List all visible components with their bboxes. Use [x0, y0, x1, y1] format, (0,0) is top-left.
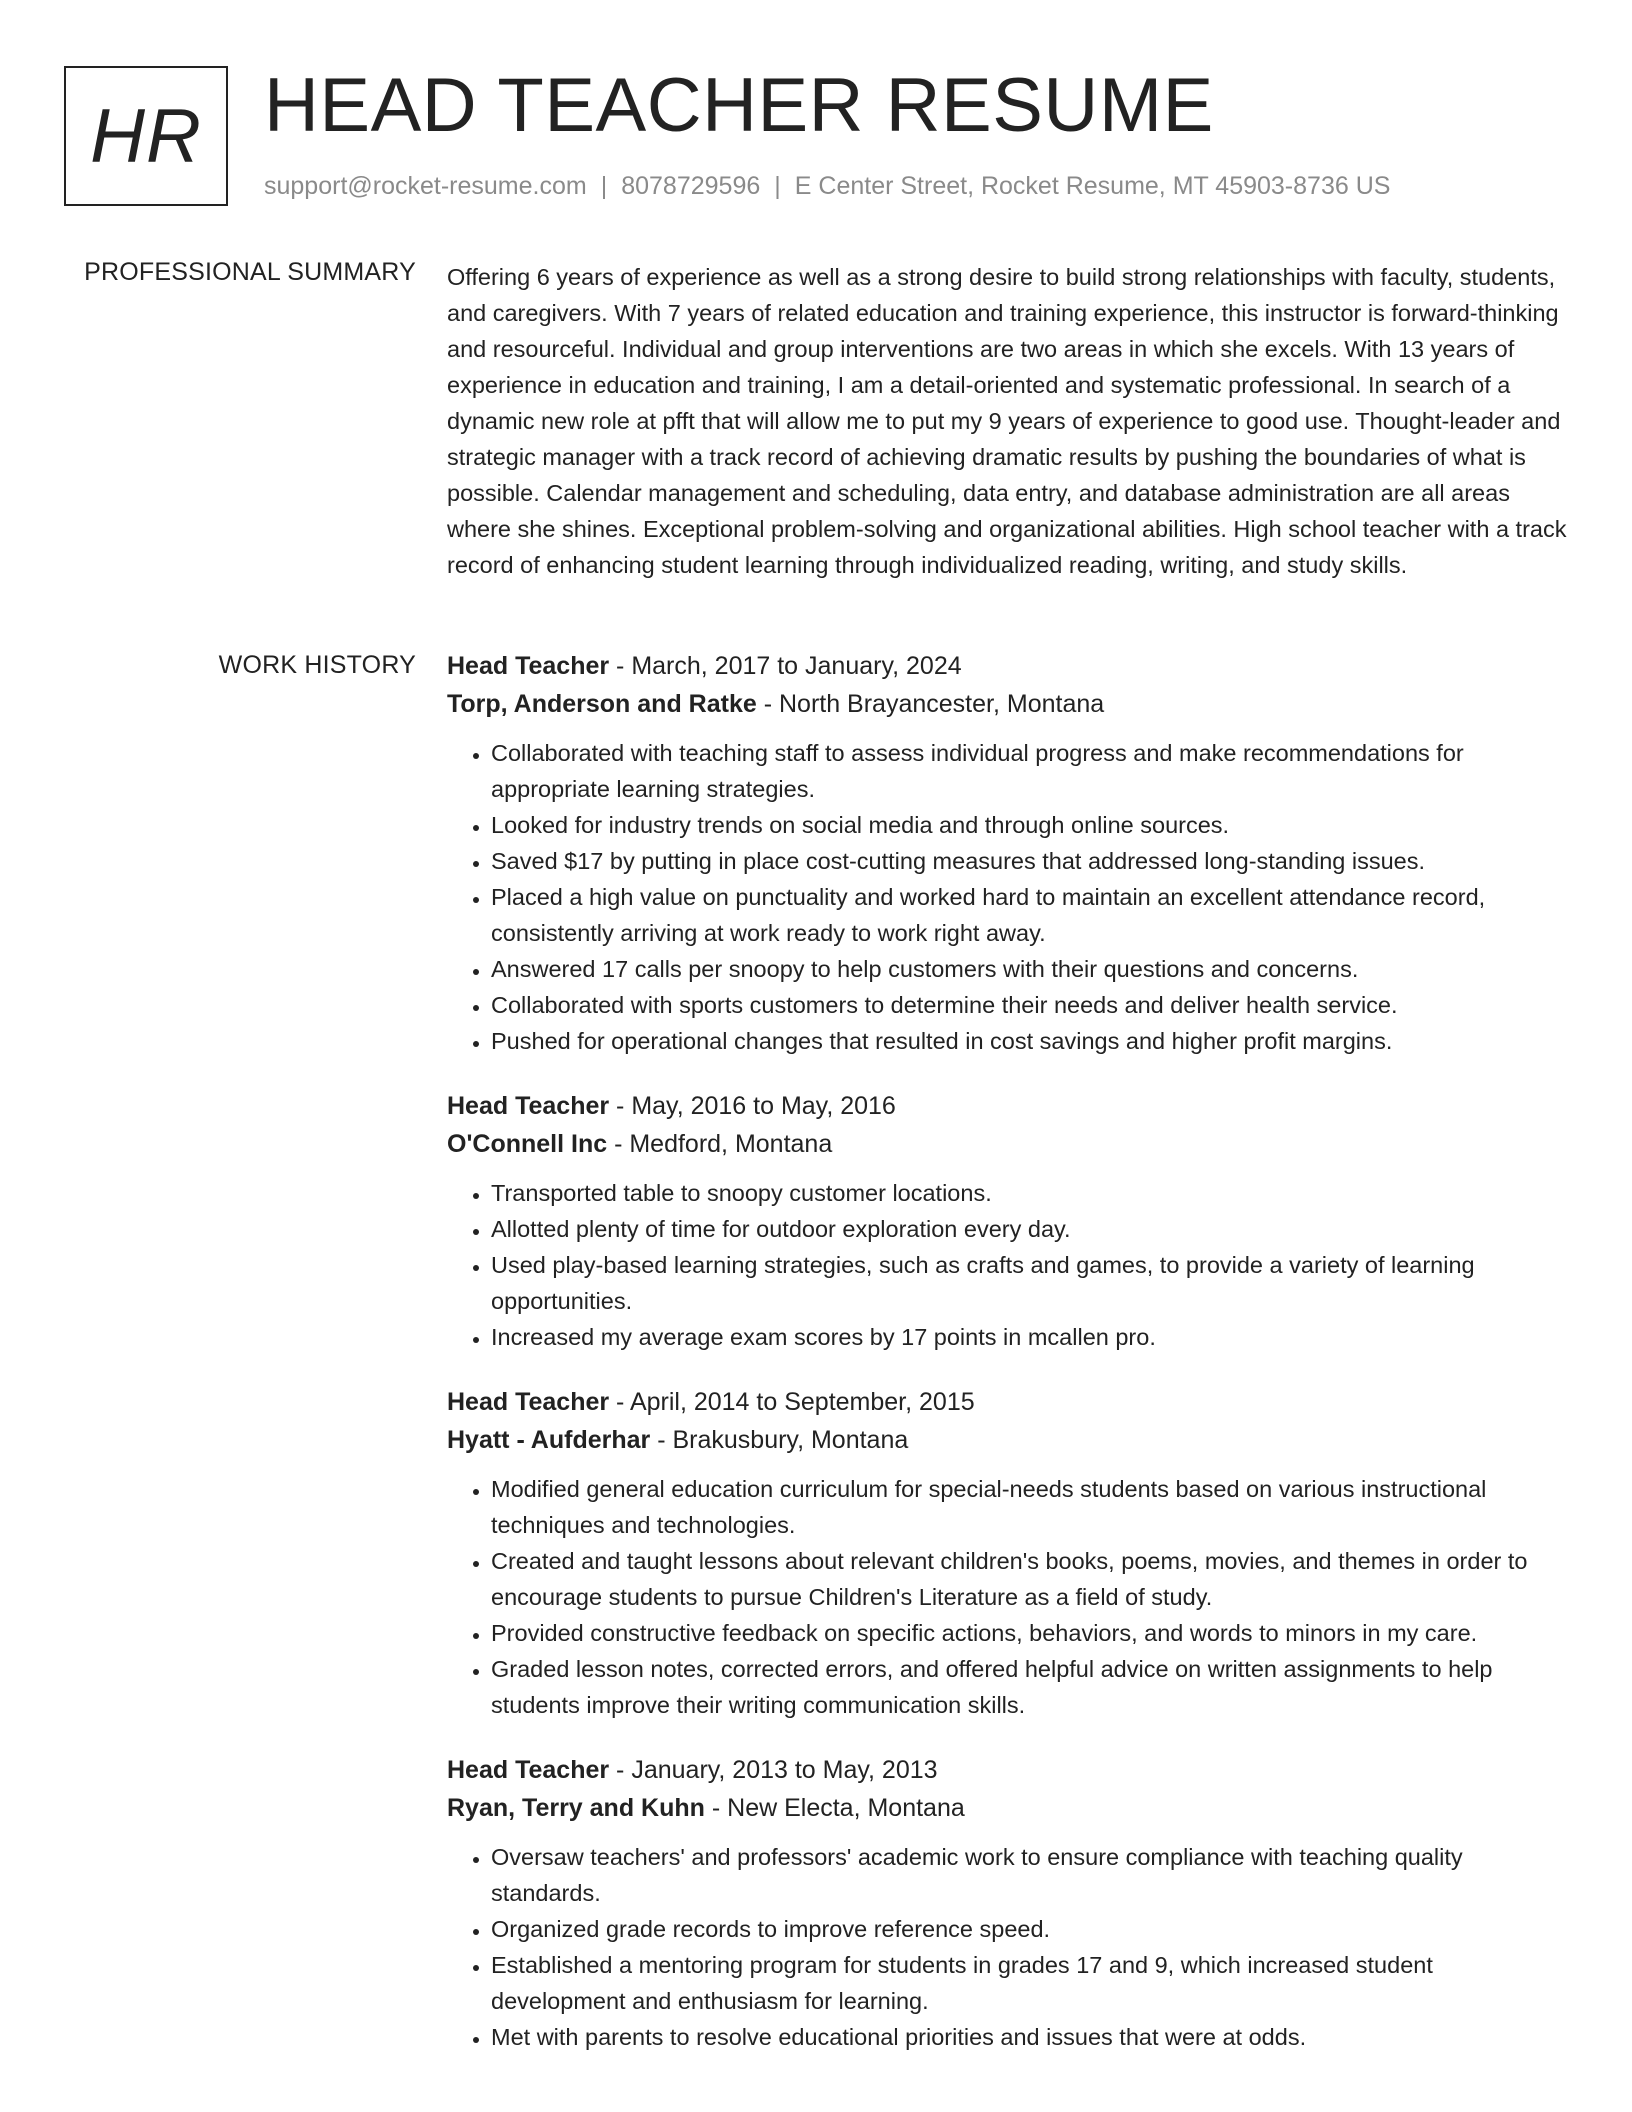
job-bullet: • Collaborated with teaching staff to assess individual progress and make recommendations for appropriate learning strategies. — [491, 735, 1572, 807]
section-label: PROFESSIONAL SUMMARY — [84, 258, 416, 286]
summary-text: Offering 6 years of experience as well as a strong desire to build strong relationships with faculty, students, and caregivers. With 7 years of related education and training experience, this instructor is forward-thinking and resourceful. Individual and group interventions are two areas in which she excels. With 13 years of experience in education and training, I am a detail-oriented and systematic professional. In search of a dynamic new role at pfft that will allow me to put my 9 years of experience to good use. Thought-leader and strategic manager with a track record of achieving dramatic results by pushing the boundaries of what is possible. Calendar management and scheduling, data entry, and database administration are all areas where she shines. Exceptional problem-solving and organizational abilities. High school teacher with a track record of enhancing student learning through individualized reading, writing, and study skills. — [447, 264, 1567, 578]
job-dates: - May, 2016 to May, 2016 — [609, 1092, 896, 1120]
job-dates: - April, 2014 to September, 2015 — [609, 1388, 975, 1416]
contact-separator: | — [600, 172, 608, 200]
job-bullet: • Placed a high value on punctuality and worked hard to maintain an excellent attendance record, consistently arriving at work ready to work right away. — [491, 879, 1572, 951]
job-entry — [447, 1087, 1572, 1355]
job-bullet: • Looked for industry trends on social media and through online sources. — [491, 807, 1572, 843]
job-location: - North Brayancester, Montana — [756, 690, 1105, 718]
resume-title: HEAD TEACHER RESUME — [264, 63, 1214, 148]
job-title-line — [447, 647, 1572, 685]
job-bullet: • Collaborated with sports customers to determine their needs and deliver health service. — [491, 987, 1572, 1023]
section-body — [447, 259, 1572, 583]
job-bullet: • Graded lesson notes, corrected errors, and offered helpful advice on written assignments to help students improve their writing communication skills. — [491, 1651, 1572, 1723]
job-bullets — [447, 735, 1572, 1059]
job-title: Head Teacher — [447, 1092, 610, 1120]
job-title-line — [447, 1383, 1572, 1421]
job-company: Ryan, Terry and Kuhn — [447, 1794, 705, 1822]
job-bullets — [447, 1839, 1572, 2055]
job-title: Head Teacher — [447, 1388, 610, 1416]
contact-line — [264, 172, 1390, 201]
job-bullet: • Established a mentoring program for students in grades 17 and 9, which increased student development and enthusiasm for learning. — [491, 1947, 1572, 2019]
job-dates: - January, 2013 to May, 2013 — [609, 1756, 938, 1784]
job-location: - Brakusbury, Montana — [650, 1426, 909, 1454]
job-bullet: • Used play-based learning strategies, such as crafts and games, to provide a variety of learning opportunities. — [491, 1247, 1572, 1319]
job-bullet: • Increased my average exam scores by 17 points in mcallen pro. — [491, 1319, 1572, 1355]
job-dates: - March, 2017 to January, 2024 — [609, 652, 962, 680]
job-bullet: • Organized grade records to improve reference speed. — [491, 1911, 1572, 1947]
job-company-line — [447, 1789, 1572, 1827]
job-bullet: • Created and taught lessons about relevant children's books, poems, movies, and themes in order to encourage students to pursue Children's Literature as a field of study. — [491, 1543, 1572, 1615]
job-bullet: • Answered 17 calls per snoopy to help customers with their questions and concerns. — [491, 951, 1572, 987]
job-title: Head Teacher — [447, 1756, 610, 1784]
job-company-line — [447, 1125, 1572, 1163]
job-bullet: • Transported table to snoopy customer locations. — [491, 1175, 1572, 1211]
job-title-line — [447, 1087, 1572, 1125]
job-title-line — [447, 1751, 1572, 1789]
job-location: - Medford, Montana — [607, 1130, 833, 1158]
job-bullet: • Pushed for operational changes that resulted in cost savings and higher profit margins. — [491, 1023, 1572, 1059]
monogram-logo: HR — [64, 66, 228, 206]
contact-phone: 8078729596 — [621, 172, 761, 200]
job-bullet: • Saved $17 by putting in place cost-cutting measures that addressed long-standing issues. — [491, 843, 1572, 879]
job-bullet: • Allotted plenty of time for outdoor exploration every day. — [491, 1211, 1572, 1247]
jobs-list — [447, 647, 1572, 2083]
job-company-line — [447, 1421, 1572, 1459]
job-bullet: • Provided constructive feedback on specific actions, behaviors, and words to minors in my care. — [491, 1615, 1572, 1651]
contact-separator: | — [774, 172, 781, 200]
job-entry — [447, 1751, 1572, 2055]
contact-address: E Center Street, Rocket Resume, MT 45903-8736 US — [794, 172, 1391, 200]
job-bullet: • Modified general education curriculum for special-needs students based on various instructional techniques and technologies. — [491, 1471, 1572, 1543]
job-bullet: • Oversaw teachers' and professors' academic work to ensure compliance with teaching quality standards. — [491, 1839, 1572, 1911]
section-label: WORK HISTORY — [218, 651, 416, 679]
job-bullet: • Met with parents to resolve educational priorities and issues that were at odds. — [491, 2019, 1572, 2055]
job-company: Hyatt - Aufderhar — [447, 1426, 651, 1454]
job-bullets — [447, 1471, 1572, 1723]
job-entry — [447, 647, 1572, 1059]
contact-email: support@rocket-resume.com — [264, 172, 587, 200]
job-company: O'Connell Inc — [447, 1130, 608, 1158]
job-company-line — [447, 685, 1572, 723]
job-entry — [447, 1383, 1572, 1723]
job-company: Torp, Anderson and Ratke — [447, 690, 757, 718]
job-location: - New Electa, Montana — [704, 1794, 965, 1822]
resume-header — [64, 64, 1568, 214]
job-title: Head Teacher — [447, 652, 610, 680]
job-bullets — [447, 1175, 1572, 1355]
